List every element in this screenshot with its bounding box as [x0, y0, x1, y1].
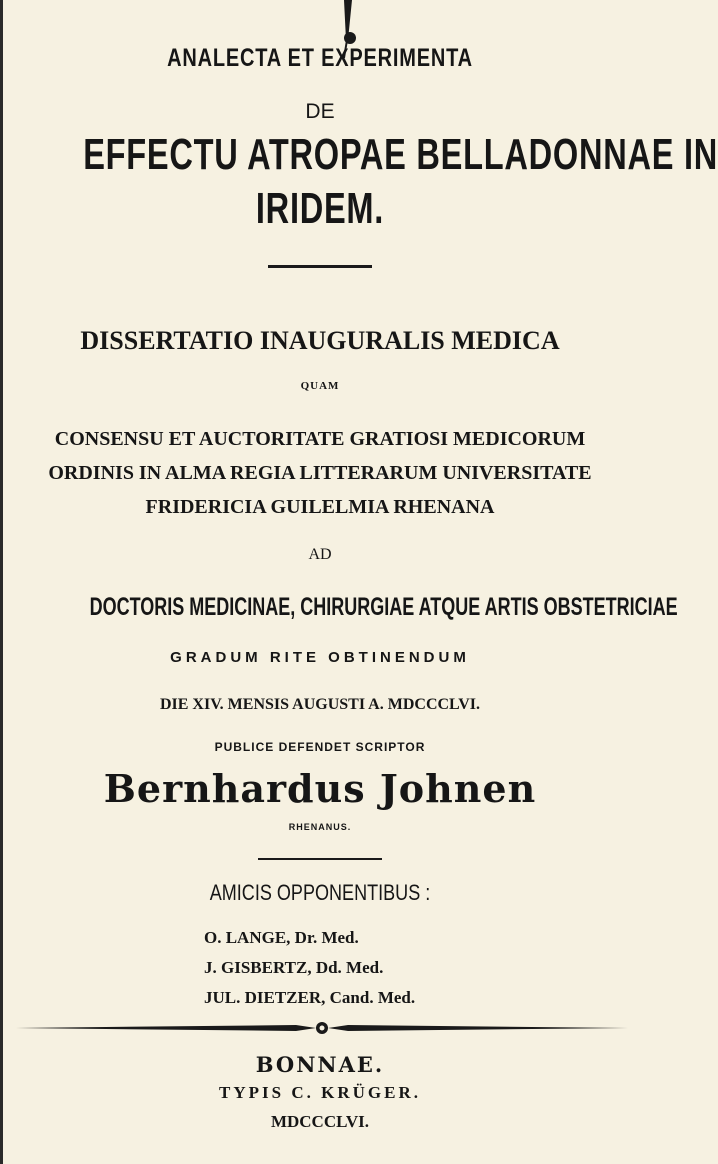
title-main-line-2: IRIDEM. — [255, 184, 385, 233]
consensu-line-3: FRIDERICIA GUILELMIA RHENANA — [145, 496, 495, 518]
opponent-3: JUL. DIETZER, Cand. Med. — [204, 988, 416, 1007]
title-main-line-1: EFFECTU ATROPAE BELLADONNAE IN — [83, 130, 718, 179]
ad-label: AD — [308, 546, 332, 563]
consensu-line-2: ORDINIS IN ALMA REGIA LITTERARUM UNIVERSITATE — [48, 462, 592, 484]
author-origin: RHENANUS. — [288, 822, 352, 832]
page-edge — [0, 0, 3, 1164]
place: BONNAE. — [255, 1052, 385, 1077]
consensu-line-1: CONSENSU ET AUCTORITATE GRATIOSI MEDICORUM — [54, 428, 586, 450]
opponent-1: O. LANGE, Dr. Med. — [204, 928, 359, 947]
divider-2 — [258, 858, 382, 860]
die-line: DIE XIV. MENSIS AUGUSTI A. MDCCCLVI. — [159, 696, 481, 713]
year: MDCCCLVI. — [270, 1112, 370, 1131]
author-name: Bernhardus Johnen — [103, 766, 537, 811]
publice-line: PUBLICE DEFENDET SCRIPTOR — [214, 740, 426, 754]
dissertatio-heading: DISSERTATIO INAUGURALIS MEDICA — [80, 326, 560, 355]
title-top: ANALECTA ET EXPERIMENTA — [167, 44, 473, 72]
gradum-line: GRADUM RITE OBTINENDUM — [170, 649, 470, 666]
title-de: DE — [305, 100, 335, 123]
amicis-line: AMICIS OPPONENTIBUS : — [209, 880, 431, 905]
printer: TYPIS C. KRÜGER. — [219, 1083, 421, 1102]
quam-label: QUAM — [300, 380, 340, 392]
divider-1 — [268, 265, 372, 268]
opponent-2: J. GISBERTZ, Dd. Med. — [204, 958, 384, 977]
doctoris-line: DOCTORIS MEDICINAE, CHIRURGIAE ATQUE ARTIS OBSTETRICIAE — [89, 593, 678, 621]
ornamental-rule — [16, 1020, 628, 1036]
